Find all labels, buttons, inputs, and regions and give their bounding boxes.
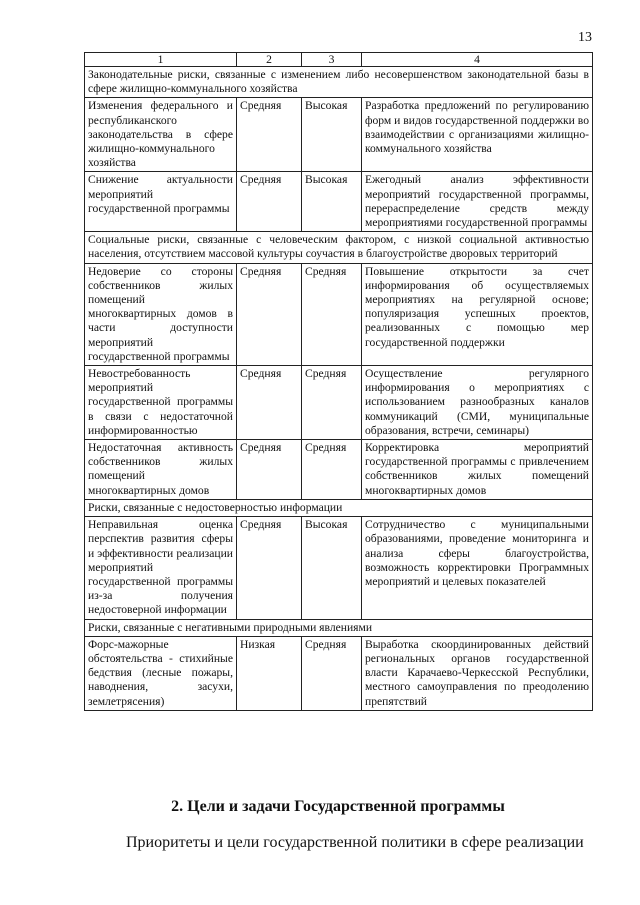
risk-description: Форс-мажорные обстоятельства - стихийные бедствия (лесные пожары, наводнения, засухи, землетрясения) [85,636,237,710]
table-header-cell: 2 [237,53,302,67]
risk-impact: Высокая [302,517,362,619]
section-heading: 2. Цели и задачи Государственной программы [171,798,505,815]
risk-measures: Разработка предложений по регулированию форм и видов государственной поддержки во взаимодействии с организациями жилищно-коммунального хозяйства [362,98,593,172]
risk-category: Законодательные риски, связанные с изменением либо несовершенством законодательной базы в сфере жилищно-коммунального хозяйства [85,67,593,98]
risk-probability: Средняя [237,172,302,232]
table-row [85,98,593,172]
table-header-row [85,53,593,67]
category-row [85,232,593,263]
risk-category: Риски, связанные с негативными природными явлениями [85,619,593,636]
risk-measures: Ежегодный анализ эффективности мероприятий государственной программы, перераспределение средств между мероприятиями государственной программы [362,172,593,232]
risk-category: Социальные риски, связанные с человеческим фактором, с низкой социальной активностью населения, отсутствием массовой культуры соучастия в благоустройстве дворовых территорий [85,232,593,263]
risk-description: Недостаточная активность собственников жилых помещений многоквартирных домов [85,440,237,500]
risk-measures: Корректировка мероприятий государственной программы с привлечением собственников жилых помещений многоквартирных домов [362,440,593,500]
table-header-cell: 4 [362,53,593,67]
table-row [85,517,593,619]
table-row [85,172,593,232]
risk-description: Изменения федерального и республиканского законодательства в сфере жилищно-коммунального хозяйства [85,98,237,172]
risk-probability: Средняя [237,440,302,500]
risk-probability: Средняя [237,263,302,365]
risk-impact: Высокая [302,172,362,232]
page-number: 13 [578,30,592,45]
risk-table [84,52,593,711]
risk-impact: Средняя [302,366,362,440]
risk-measures: Повышение открытости за счет информирования об осуществляемых мероприятиях на регулярной основе; популяризация успешных проектов, реализованных с помощью мер государственной поддержки [362,263,593,365]
risk-description: Недоверие со стороны собственников жилых помещений многоквартирных домов в части доступности мероприятий государственной программы [85,263,237,365]
category-row [85,67,593,98]
risk-impact: Средняя [302,263,362,365]
category-row [85,499,593,516]
table-row [85,366,593,440]
risk-description: Неправильная оценка перспектив развития сферы и эффективности реализации мероприятий государственной программы из-за получения недостоверной информации [85,517,237,619]
risk-probability: Средняя [237,517,302,619]
risk-category: Риски, связанные с недостоверностью информации [85,499,593,516]
table-row [85,440,593,500]
risk-probability: Средняя [237,98,302,172]
risk-measures: Осуществление регулярного информирования о мероприятиях с использованием разнообразных каналов коммуникаций (СМИ, муниципальные образования, встречи, семинары) [362,366,593,440]
risk-probability: Средняя [237,366,302,440]
risk-measures: Сотрудничество с муниципальными образованиями, проведение мониторинга и анализа сферы благоустройства, возможность корректировки Программных мероприятий и целевых показателей [362,517,593,619]
table-row [85,263,593,365]
risk-description: Невостребованность мероприятий государственной программы в связи с недостаточной информированностью [85,366,237,440]
risk-impact: Средняя [302,636,362,710]
risk-probability: Низкая [237,636,302,710]
risk-measures: Выработка скоординированных действий региональных органов государственной власти Карачаево-Черкесской Республики, местного самоуправления по преодолению препятствий [362,636,593,710]
risk-description: Снижение актуальности мероприятий государственной программы [85,172,237,232]
table-row [85,636,593,710]
table-header-cell: 1 [85,53,237,67]
risk-impact: Высокая [302,98,362,172]
risk-impact: Средняя [302,440,362,500]
body-paragraph: Приоритеты и цели государственной политики в сфере реализации [126,834,584,851]
table-header-cell: 3 [302,53,362,67]
category-row [85,619,593,636]
